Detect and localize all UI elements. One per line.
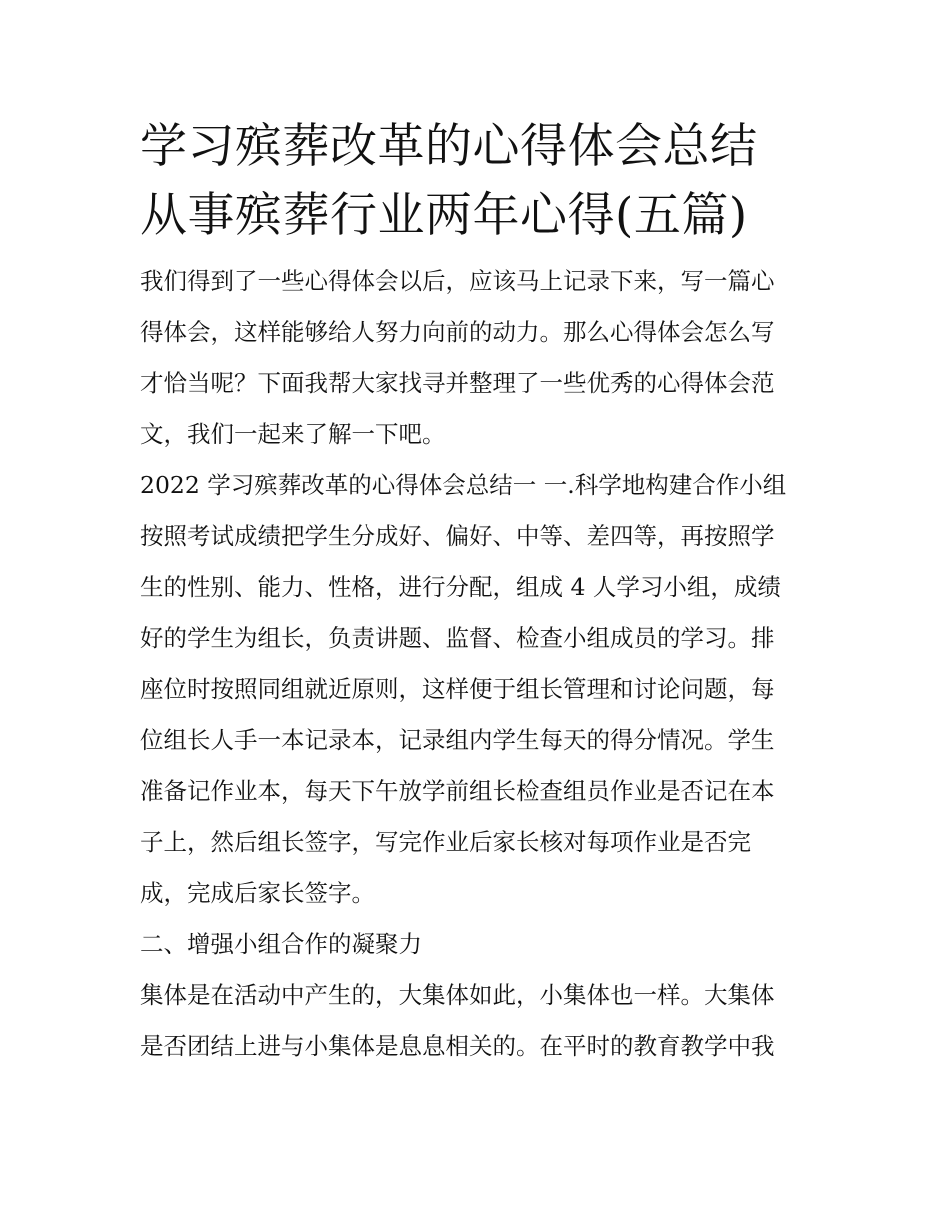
text-line: 生的性别、能力、性格，进行分配，组成 4 人学习小组，成绩	[140, 573, 781, 601]
title-line-1: 学习殡葬改革的心得体会总结	[140, 119, 758, 174]
text-line: 位组长人手一本记录本，记录组内学生每天的得分情况。学生	[140, 726, 775, 754]
text-line: 二、增强小组合作的凝聚力	[140, 930, 422, 958]
title-line-2: 从事殡葬行业两年心得(五篇)	[140, 188, 748, 243]
section-one-paragraph	[140, 460, 816, 919]
text-line: 得体会，这样能够给人努力向前的动力。那么心得体会怎么写	[140, 318, 775, 346]
text-line: 2022 学习殡葬改革的心得体会总结一 一.科学地构建合作小组	[140, 471, 787, 499]
text-line: 成，完成后家长签字。	[140, 879, 375, 907]
text-line: 好的学生为组长，负责讲题、监督、检查小组成员的学习。排	[140, 624, 775, 652]
text-line: 是否团结上进与小集体是息息相关的。在平时的教育教学中我	[140, 1032, 775, 1060]
document-page	[140, 112, 816, 1072]
section-two-paragraph	[140, 970, 816, 1072]
text-line: 子上，然后组长签字，写完作业后家长核对每项作业是否完	[140, 828, 751, 856]
text-line: 我们得到了一些心得体会以后，应该马上记录下来，写一篇心	[140, 267, 775, 295]
intro-paragraph	[140, 256, 816, 460]
text-line: 集体是在活动中产生的，大集体如此，小集体也一样。大集体	[140, 981, 775, 1009]
text-line: 文，我们一起来了解一下吧。	[140, 420, 446, 448]
section-two-heading	[140, 919, 816, 970]
document-title	[140, 112, 816, 250]
text-line: 按照考试成绩把学生分成好、偏好、中等、差四等，再按照学	[140, 522, 775, 550]
text-line: 才恰当呢？下面我帮大家找寻并整理了一些优秀的心得体会范	[140, 369, 775, 397]
text-line: 座位时按照同组就近原则，这样便于组长管理和讨论问题，每	[140, 675, 775, 703]
text-line: 准备记作业本，每天下午放学前组长检查组员作业是否记在本	[140, 777, 775, 805]
